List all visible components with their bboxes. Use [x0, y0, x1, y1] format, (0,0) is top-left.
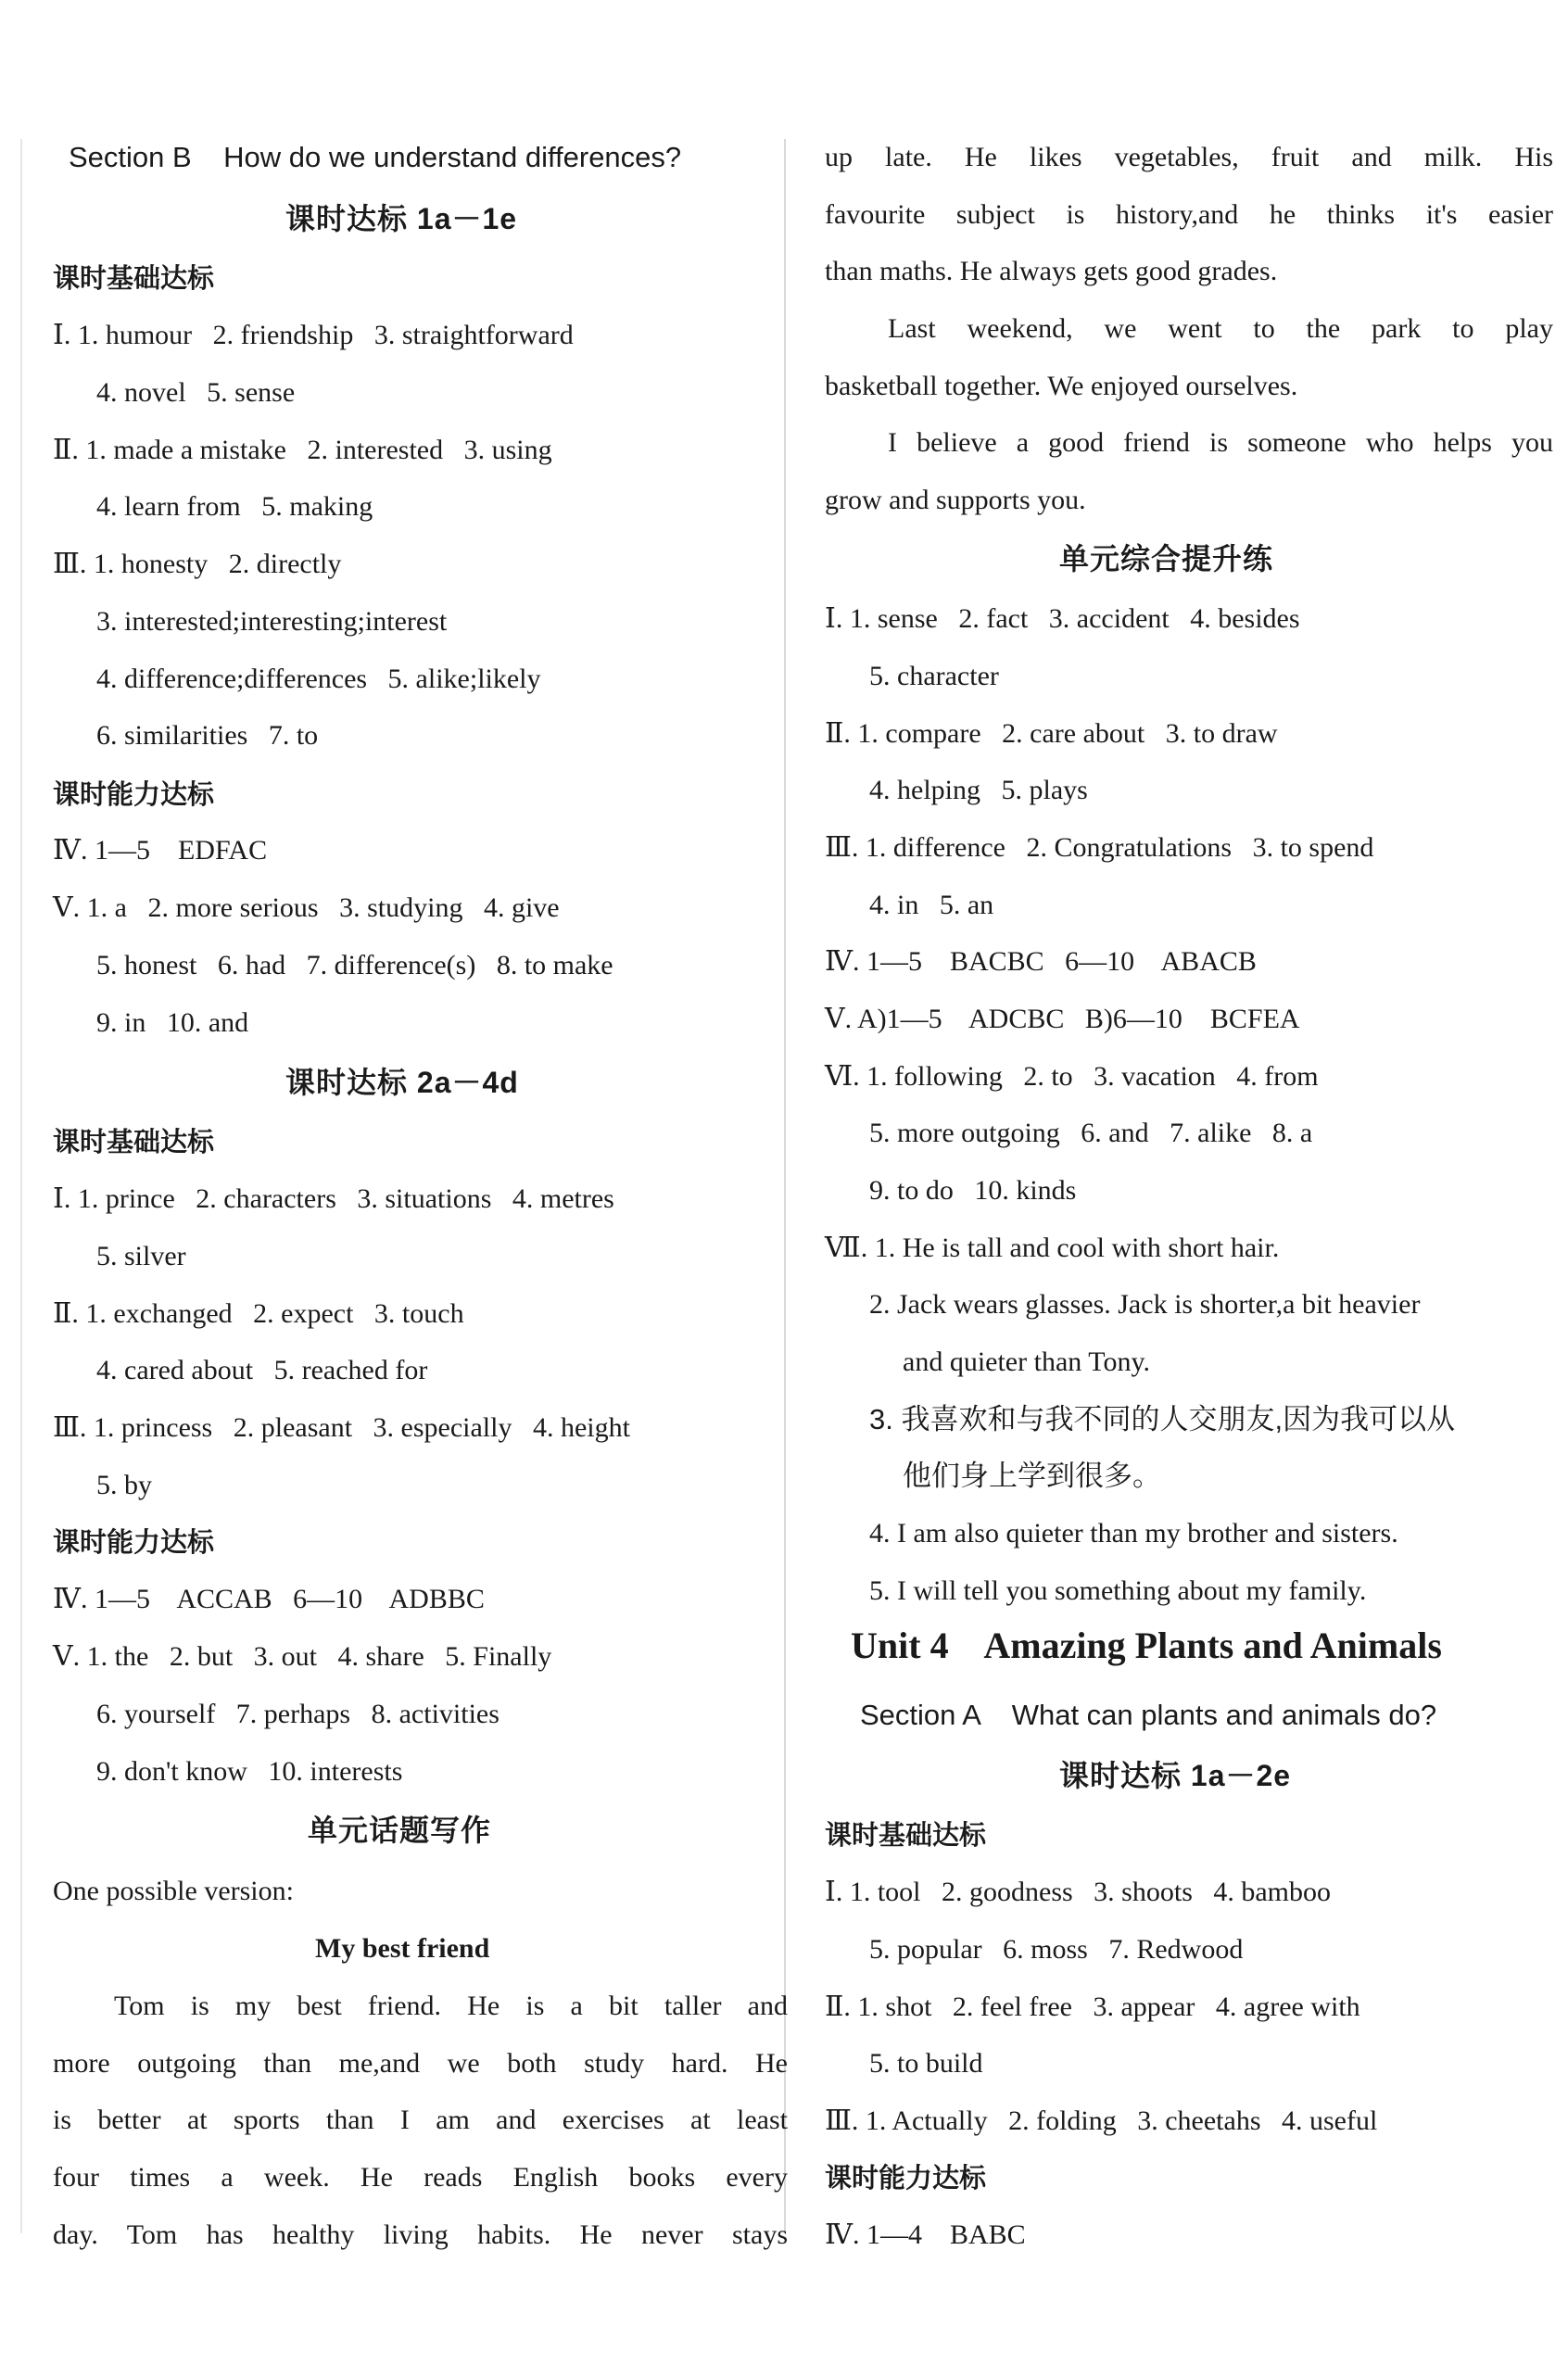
- answer-line: 5. to build: [869, 2048, 983, 2079]
- essay-line: favourite subject is history,and he thinks it's easier: [825, 199, 1553, 230]
- answer-line: Ⅰ. 1. humour 2. friendship 3. straightforward: [53, 320, 574, 350]
- answer-line: and quieter than Tony.: [903, 1347, 1150, 1377]
- answer-line: Ⅳ. 1—5 ACCAB 6—10 ADBBC: [53, 1584, 485, 1614]
- answer-line: Ⅶ. 1. He is tall and cool with short hair.: [825, 1233, 1280, 1263]
- section-b-title: Section B How do we understand differences?: [69, 141, 682, 173]
- essay-title: My best friend: [315, 1933, 490, 1964]
- lesson-title-1a-2e: 课时达标 1a－2e: [1059, 1759, 1292, 1792]
- answer-line: Ⅴ. 1. the 2. but 3. out 4. share 5. Finally: [53, 1641, 552, 1672]
- essay-line: day. Tom has healthy living habits. He never stays: [53, 2219, 788, 2250]
- essay-line: I believe a good friend is someone who helps you: [888, 427, 1553, 458]
- answer-line: 6. yourself 7. perhaps 8. activities: [96, 1699, 499, 1729]
- unit-4-title: Unit 4 Amazing Plants and Animals: [851, 1625, 1442, 1666]
- essay-line: up late. He likes vegetables, fruit and milk. His: [825, 142, 1553, 172]
- answer-line: Ⅲ. 1. princess 2. pleasant 3. especially 4. height: [53, 1412, 630, 1443]
- answer-line: 9. in 10. and: [96, 1007, 249, 1038]
- essay-line: than maths. He always gets good grades.: [825, 256, 1278, 286]
- answer-line: Ⅱ. 1. compare 2. care about 3. to draw: [825, 718, 1278, 749]
- answer-line: Ⅰ. 1. sense 2. fact 3. accident 4. besides: [825, 603, 1300, 634]
- essay-line: is better at sports than I am and exercises at least: [53, 2105, 788, 2135]
- answer-line: Ⅳ. 1—5 EDFAC: [53, 835, 268, 866]
- lesson-title-2a-4d: 课时达标 2a－4d: [285, 1066, 519, 1099]
- answer-line: Ⅴ. 1. a 2. more serious 3. studying 4. give: [53, 892, 560, 923]
- answer-line: Ⅳ. 1—4 BABC: [825, 2219, 1026, 2250]
- answer-line: 5. silver: [96, 1241, 186, 1271]
- answer-line: 4. learn from 5. making: [96, 491, 373, 522]
- essay-line: four times a week. He reads English books every: [53, 2162, 788, 2193]
- answer-line: Ⅲ. 1. honesty 2. directly: [53, 549, 342, 579]
- answer-line: Ⅱ. 1. exchanged 2. expect 3. touch: [53, 1298, 464, 1329]
- essay-line: grow and supports you.: [825, 485, 1086, 515]
- answer-line: Ⅱ. 1. shot 2. feel free 3. appear 4. agree with: [825, 1991, 1360, 2022]
- left-margin-rule: [20, 139, 22, 2233]
- answer-line: 4. helping 5. plays: [869, 775, 1088, 805]
- answer-line: Ⅰ. 1. tool 2. goodness 3. shoots 4. bamboo: [825, 1877, 1332, 1907]
- answer-line: 9. don't know 10. interests: [96, 1756, 403, 1787]
- answer-line: Ⅳ. 1—5 BACBC 6—10 ABACB: [825, 946, 1257, 977]
- answer-line: 5. character: [869, 661, 999, 691]
- answer-line: 5. I will tell you something about my family.: [869, 1575, 1367, 1606]
- answer-line: 4. I am also quieter than my brother and sisters.: [869, 1518, 1398, 1549]
- answer-line: Ⅴ. A)1—5 ADCBC B)6—10 BCFEA: [825, 1004, 1300, 1034]
- review-title: 单元综合提升练: [1059, 542, 1274, 575]
- ability-heading: 课时能力达标: [53, 780, 215, 810]
- answer-line: 5. honest 6. had 7. difference(s) 8. to make: [96, 950, 613, 980]
- answer-line: 4. cared about 5. reached for: [96, 1355, 428, 1385]
- writing-intro: One possible version:: [53, 1876, 294, 1906]
- answer-line: 他们身上学到很多。: [903, 1460, 1161, 1492]
- ability-heading: 课时能力达标: [825, 2164, 987, 2194]
- lesson-title-1a-1e: 课时达标 1a－1e: [285, 202, 518, 235]
- basic-heading: 课时基础达标: [53, 1128, 215, 1157]
- answer-line: Ⅲ. 1. Actually 2. folding 3. cheetahs 4. useful: [825, 2105, 1378, 2136]
- answer-line: 3. interested;interesting;interest: [96, 606, 448, 637]
- answer-line: 5. more outgoing 6. and 7. alike 8. a: [869, 1118, 1313, 1148]
- writing-title: 单元话题写作: [308, 1814, 492, 1847]
- basic-heading: 课时基础达标: [53, 264, 215, 294]
- answer-line: 4. novel 5. sense: [96, 377, 296, 408]
- basic-heading: 课时基础达标: [825, 1821, 987, 1851]
- answer-line: Ⅲ. 1. difference 2. Congratulations 3. to spend: [825, 832, 1374, 863]
- answer-line: Ⅰ. 1. prince 2. characters 3. situations 4. metres: [53, 1183, 614, 1214]
- answer-line: 2. Jack wears glasses. Jack is shorter,a bit heavier: [869, 1289, 1421, 1320]
- answer-line: 3. 我喜欢和与我不同的人交朋友,因为我可以从: [869, 1403, 1456, 1435]
- answer-line: 6. similarities 7. to: [96, 720, 319, 751]
- answer-line: 4. in 5. an: [869, 890, 994, 920]
- answer-line: 5. popular 6. moss 7. Redwood: [869, 1934, 1244, 1965]
- essay-line: more outgoing than me,and we both study hard. He: [53, 2048, 788, 2079]
- essay-line: Last weekend, we went to the park to play: [888, 313, 1553, 344]
- essay-line: basketball together. We enjoyed ourselves.: [825, 371, 1298, 401]
- answer-line: 9. to do 10. kinds: [869, 1175, 1077, 1206]
- answer-line: 5. by: [96, 1470, 152, 1500]
- answer-line: 4. difference;differences 5. alike;likely: [96, 664, 541, 694]
- column-divider: [784, 139, 786, 2233]
- section-a-title: Section A What can plants and animals do?: [860, 1699, 1437, 1731]
- essay-line: Tom is my best friend. He is a bit taller and: [114, 1991, 788, 2021]
- answer-line: Ⅵ. 1. following 2. to 3. vacation 4. from: [825, 1061, 1319, 1092]
- answer-line: Ⅱ. 1. made a mistake 2. interested 3. using: [53, 435, 552, 465]
- ability-heading: 课时能力达标: [53, 1528, 215, 1558]
